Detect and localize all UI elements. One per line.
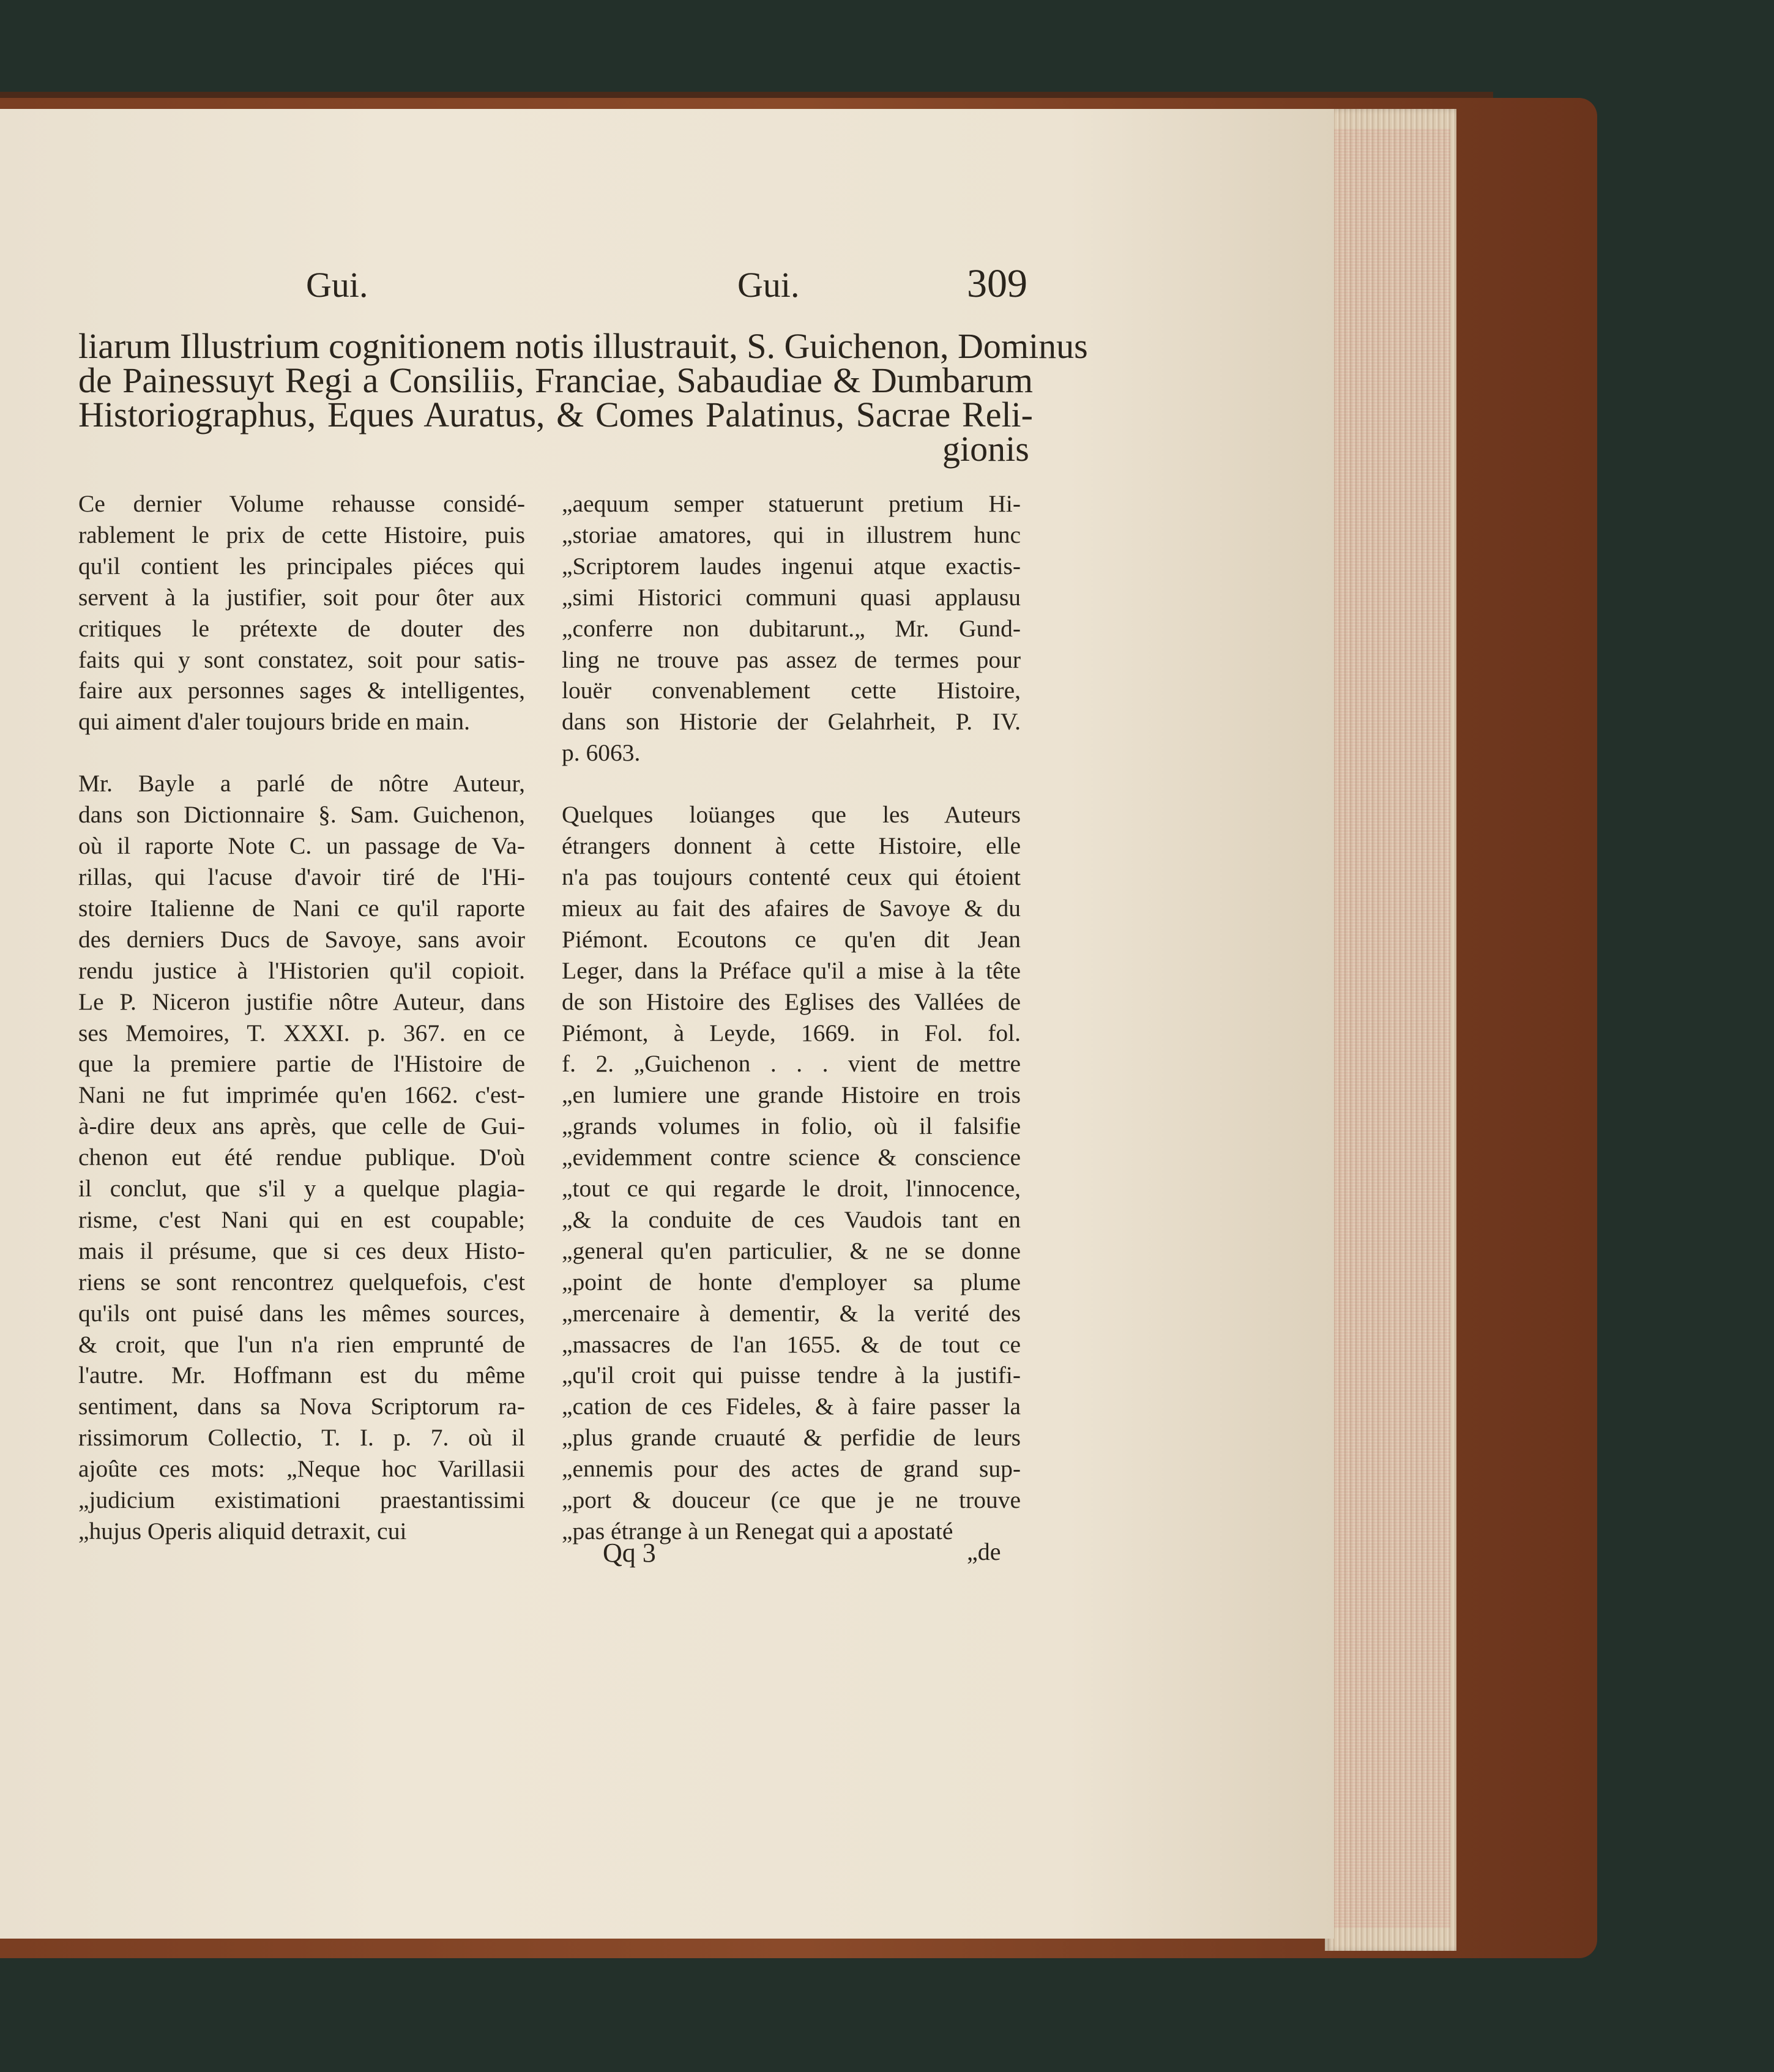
text-line: dans son Historie der Gelahrheit, P. IV.	[562, 708, 1021, 736]
text-line: louër convenablement cette Histoire,	[562, 677, 1021, 704]
catchword: „de	[967, 1538, 1001, 1565]
title-line: Historiographus, Eques Auratus, & Comes Palatinus, Sacrae Reli-	[78, 395, 1033, 434]
text-line: ling ne trouve pas assez de termes pour	[562, 646, 1021, 673]
running-head-center: Gui.	[737, 265, 800, 305]
text-line: „& la conduite de ces Vaudois tant en	[562, 1206, 1021, 1233]
text-line: à-dire deux ans après, que celle de Gui-	[78, 1112, 525, 1140]
text-line: rillas, qui l'acuse d'avoir tiré de l'Hi-	[78, 863, 525, 890]
text-line: „grands volumes in folio, où il falsifie	[562, 1112, 1021, 1140]
text-line: „pas étrange à un Renegat qui a apostaté	[562, 1518, 953, 1545]
text-line: & croit, que l'un n'a rien emprunté de	[78, 1330, 525, 1358]
text-line: stoire Italienne de Nani ce qu'il raporte	[78, 894, 525, 922]
paragraph-gap	[562, 769, 1021, 799]
text-line: „evidemment contre science & conscience	[562, 1144, 1021, 1171]
text-line: ses Memoires, T. XXXI. p. 367. en ce	[78, 1019, 525, 1046]
text-line: Ce dernier Volume rehausse considé-	[78, 490, 525, 517]
text-line: Leger, dans la Préface qu'il a mise à la tête	[562, 956, 1021, 984]
text-line: riens se sont rencontrez quelquefois, c'est	[78, 1268, 525, 1295]
text-line: où il raporte Note C. un passage de Va-	[78, 832, 525, 860]
text-line: Le P. Niceron justifie nôtre Auteur, dans	[78, 988, 525, 1015]
text-line: qu'ils ont puisé dans les mêmes sources,	[78, 1299, 525, 1327]
paragraph-gap	[78, 737, 525, 768]
title-line: liarum Illustrium cognitionem notis illustrauit, S. Guichenon, Dominus	[78, 326, 1088, 366]
text-line: „aequum semper statuerunt pretium Hi-	[562, 490, 1021, 517]
text-line: „judicium existimationi praestantissimi	[78, 1486, 525, 1514]
text-line: rablement le prix de cette Histoire, puis	[78, 521, 525, 548]
running-head-left: Gui.	[306, 265, 368, 305]
text-line: Quelques loüanges que les Auteurs	[562, 801, 1021, 829]
text-line: sentiment, dans sa Nova Scriptorum ra-	[78, 1393, 525, 1420]
text-line: „point de honte d'employer sa plume	[562, 1268, 1021, 1295]
text-line: „tout ce qui regarde le droit, l'innocence,	[562, 1175, 1021, 1202]
text-line: n'a pas toujours contenté ceux qui étoient	[562, 863, 1021, 890]
text-line: de son Histoire des Eglises des Vallées de	[562, 988, 1021, 1015]
text-line: „storiae amatores, qui in illustrem hunc	[562, 521, 1021, 548]
text-line: „en lumiere une grande Histoire en trois	[562, 1081, 1021, 1109]
text-line: „mercenaire à dementir, & la verité des	[562, 1299, 1021, 1327]
text-line: faits qui y sont constatez, soit pour satis-	[78, 646, 525, 673]
text-line: Nani ne fut imprimée qu'en 1662. c'est-	[78, 1081, 525, 1109]
text-line: f. 2. „Guichenon . . . vient de mettre	[562, 1050, 1021, 1078]
title-line: de Painessuyt Regi a Consiliis, Franciae, Sabaudiae & Dumbarum	[78, 360, 1033, 400]
text-line: „qu'il croit qui puisse tendre à la justifi-	[562, 1362, 1021, 1389]
right-column	[562, 488, 1021, 1547]
text-line: „hujus Operis aliquid detraxit, cui	[78, 1518, 407, 1545]
text-line: Mr. Bayle a parlé de nôtre Auteur,	[78, 770, 525, 797]
text-line: Piémont, à Leyde, 1669. in Fol. fol.	[562, 1019, 1021, 1046]
text-line: „Scriptorem laudes ingenui atque exactis-	[562, 552, 1021, 579]
text-line: Piémont. Ecoutons ce qu'en dit Jean	[562, 925, 1021, 953]
text-line: que la premiere partie de l'Histoire de	[78, 1050, 525, 1078]
text-line: étrangers donnent à cette Histoire, elle	[562, 832, 1021, 860]
text-line: critiques le prétexte de douter des	[78, 614, 525, 642]
text-line: dans son Dictionnaire §. Sam. Guichenon,	[78, 801, 525, 829]
text-line: risme, c'est Nani qui en est coupable;	[78, 1206, 525, 1233]
text-line: „conferre non dubitarunt.„ Mr. Gund-	[562, 614, 1021, 642]
red-edge-speckle	[1334, 129, 1450, 1928]
text-line: chenon eut été rendue publique. D'où	[78, 1144, 525, 1171]
text-line: „ennemis pour des actes de grand sup-	[562, 1455, 1021, 1483]
text-line: „cation de ces Fideles, & à faire passer la	[562, 1393, 1021, 1420]
left-column	[78, 488, 525, 1547]
text-line: „simi Historici communi quasi applausu	[562, 583, 1021, 611]
text-line: „port & douceur (ce que je ne trouve	[562, 1486, 1021, 1514]
text-line: „general qu'en particulier, & ne se donne	[562, 1237, 1021, 1264]
text-line: il conclut, que s'il y a quelque plagia-	[78, 1175, 525, 1202]
text-line: „massacres de l'an 1655. & de tout ce	[562, 1330, 1021, 1358]
text-line: mais il présume, que si ces deux Histo-	[78, 1237, 525, 1264]
signature-mark: Qq 3	[603, 1538, 656, 1568]
text-line: mieux au fait des afaires de Savoye & du	[562, 894, 1021, 922]
text-line: rendu justice à l'Historien qu'il copioit.	[78, 956, 525, 984]
text-line: servent à la justifier, soit pour ôter aux	[78, 583, 525, 611]
page-number: 309	[967, 261, 1027, 306]
text-line: qui aiment d'aler toujours bride en main.	[78, 708, 471, 736]
text-line: faire aux personnes sages & intelligentes,	[78, 677, 525, 704]
text-line: „plus grande cruauté & perfidie de leurs	[562, 1424, 1021, 1452]
text-line: des derniers Ducs de Savoye, sans avoir	[78, 925, 525, 953]
text-line: p. 6063.	[562, 739, 641, 767]
text-line: rissimorum Collectio, T. I. p. 7. où il	[78, 1424, 525, 1452]
text-line: qu'il contient les principales piéces qui	[78, 552, 525, 579]
text-line: l'autre. Mr. Hoffmann est du même	[78, 1362, 525, 1389]
text-line: ajoûte ces mots: „Neque hoc Varillasii	[78, 1455, 525, 1483]
title-line-last: gionis	[942, 429, 1029, 469]
